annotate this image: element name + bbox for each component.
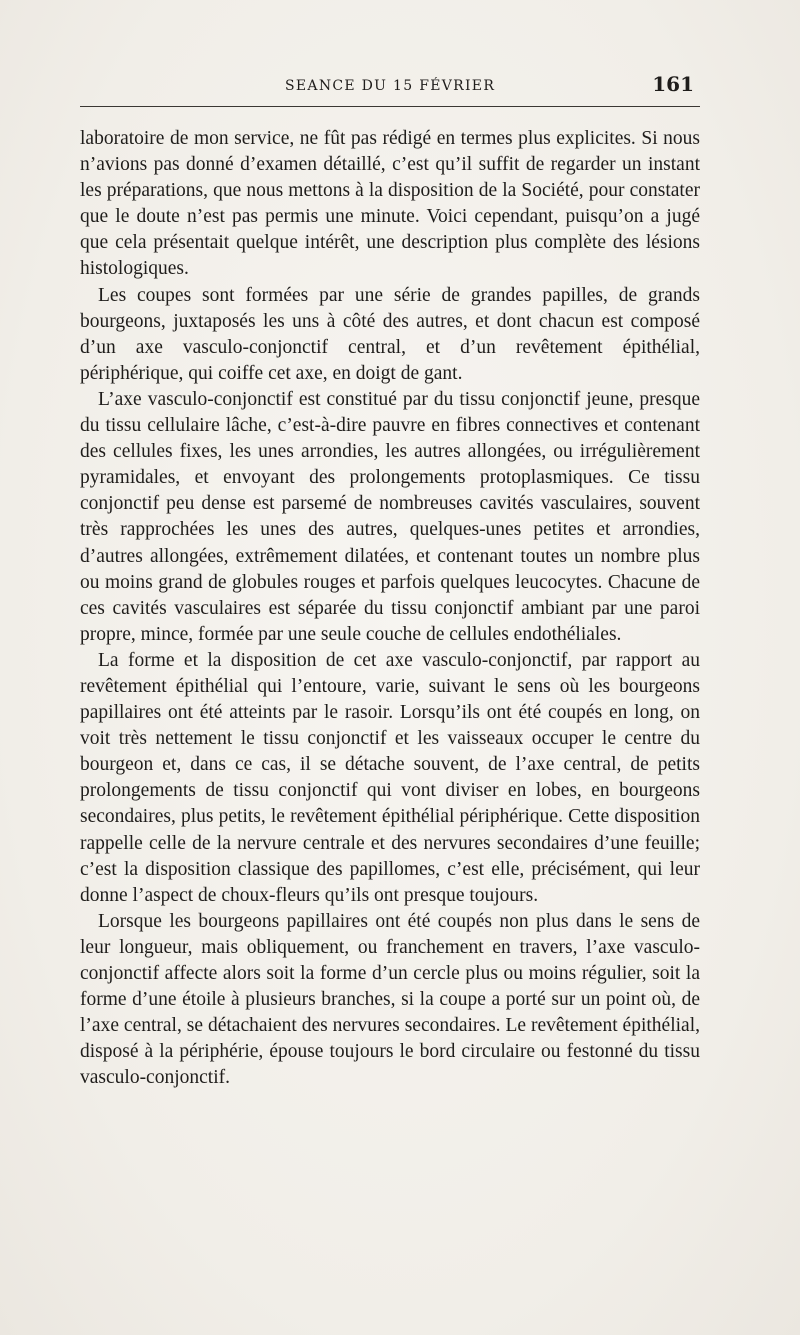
paragraph-5: Lorsque les bourgeons papillaires ont été coupés non plus dans le sens de leur longueur, mais obliquement, ou franchement en travers, l’axe vasculo-conjonctif affecte alors soit la forme d’un cercle plus ou moins régulier, soit la forme d’une étoile à plusieurs branches, si la coupe a porté sur un point où, de l’axe central, se détachaient des nervures secondaires. Le revêtement épithélial, disposé à la périphérie, épouse toujours le bord circulaire ou festonné du tissu vasculo-conjonctif. bbox=[80, 910, 700, 1089]
header-rule bbox=[80, 106, 700, 107]
paragraph-3: L’axe vasculo-conjonctif est constitué par du tissu conjonctif jeune, presque du tissu cellulaire lâche, c’est-à-dire pauvre en fibres connectives et contenant des cellules fixes, les unes arrondies, les autres allongées, ou irrégulièrement pyramidales, et envoyant des prolongements protoplasmiques. Ce tissu conjonctif peu dense est parsemé de nombreuses cavités vasculaires, souvent très rapprochées les unes des autres, quelques-unes petites et arrondies, d’autres allongées, extrêmement dilatées, et contenant toutes un nombre plus ou moins grand de globules rouges et parfois quelques leucocytes. Chacune de ces cavités vasculaires est séparée du tissu conjonctif ambiant par une paroi propre, mince, formée par une seule couche de cellules endothéliales. bbox=[80, 388, 700, 645]
paragraph-2: Les coupes sont formées par une série de grandes papilles, de grands bourgeons, juxtaposés les uns à côté des autres, et dont chacun est composé d’un axe vasculo-conjonctif central, et d’un revêtement épithélial, périphérique, qui coiffe cet axe, en doigt de gant. bbox=[80, 284, 700, 384]
body-text bbox=[80, 126, 700, 1091]
running-head bbox=[80, 72, 700, 100]
running-title: SEANCE DU 15 FÉVRIER bbox=[285, 78, 496, 94]
page-number: 161 bbox=[652, 72, 694, 96]
paragraph-4: La forme et la disposition de cet axe vasculo-conjonctif, par rapport au revêtement épithélial qui l’entoure, varie, suivant le sens où les bourgeons papillaires ont été atteints par le rasoir. Lorsqu’ils ont été coupés en long, on voit très nettement le tissu conjonctif et les vaisseaux occuper le centre du bourgeon et, dans ce cas, il se détache souvent, de l’axe central, de petits prolongements de tissu conjonctif qui vont diviser en lobes, en bourgeons secondaires, plus petits, le revêtement épithélial périphérique. Cette disposition rappelle celle de la nervure centrale et des nervures secondaires d’une feuille; c’est la disposition classique des papillomes, c’est elle, précisément, qui leur donne l’aspect de choux-fleurs qu’ils ont presque toujours. bbox=[80, 649, 700, 906]
paragraph-1: laboratoire de mon service, ne fût pas rédigé en termes plus explicites. Si nous n’avions pas donné d’examen détaillé, c’est qu’il suffit de regarder un instant les préparations, que nous mettons à la disposition de la Société, pour constater que le doute n’est pas permis une minute. Voici cependant, puisqu’on a jugé que cela présentait quelque intérêt, une description plus complète des lésions histologiques. bbox=[80, 128, 700, 280]
